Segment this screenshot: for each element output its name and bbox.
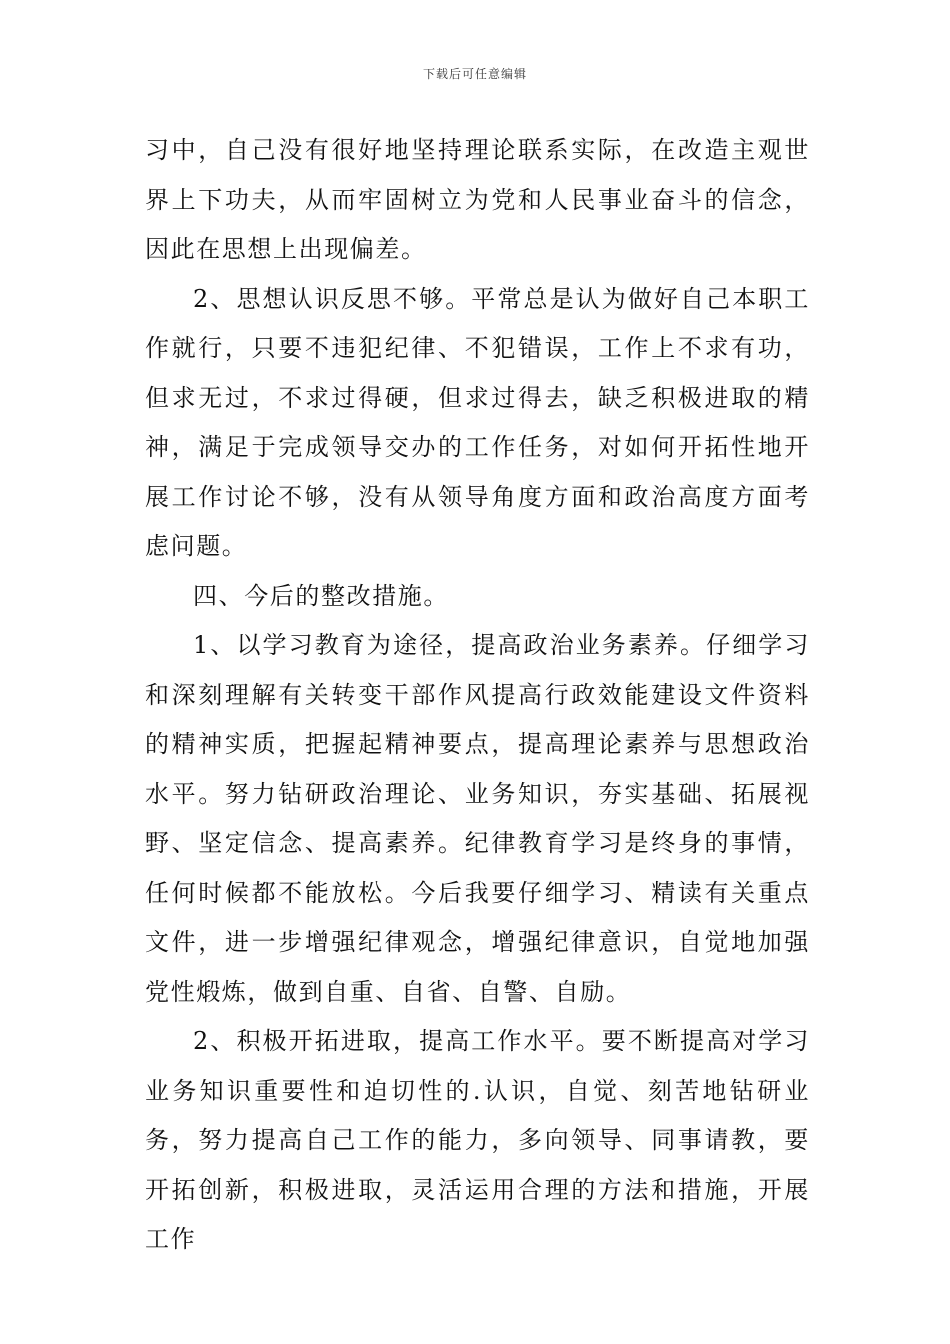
paragraph-item-2-reflection: 2、思想认识反思不够。平常总是认为做好自己本职工作就行，只要不违犯纪律、不犯错误，工作上不求有功，但求无过，不求过得硬，但求过得去，缺乏积极进取的精神，满足于完成领导交办的工作任务，对如何开拓性地开展工作讨论不够，没有从领导角度方面和政治高度方面考虑问题。: [145, 284, 810, 560]
paragraph-continuation: 习中，自己没有很好地坚持理论联系实际，在改造主观世界上下功夫，从而牢固树立为党和人民事业奋斗的信念，因此在思想上出现偏差。: [145, 136, 810, 263]
page-header-note: 下载后可任意编辑: [422, 67, 527, 81]
section-heading-measures: 四、今后的整改措施。: [193, 581, 449, 610]
document-body: [145, 126, 810, 1265]
paragraph-measure-2: 2、积极开拓进取，提高工作水平。要不断提高对学习业务知识重要性和迫切性的.认识，自觉、刻苦地钻研业务，努力提高自己工作的能力，多向领导、同事请教，要开拓创新，积极进取，灵活运用合理的方法和措施，开展工作: [145, 1027, 810, 1253]
paragraph-measure-1: 1、以学习教育为途径，提高政治业务素养。仔细学习和深刻理解有关转变干部作风提高行政效能建设文件资料的精神实质，把握起精神要点，提高理论素养与思想政治水平。努力钻研政治理论、业务知识，夯实基础、拓展视野、坚定信念、提高素养。纪律教育学习是终身的事情，任何时候都不能放松。今后我要仔细学习、精读有关重点文件，进一步增强纪律观念，增强纪律意识，自觉地加强党性煅炼，做到自重、自省、自警、自励。: [145, 631, 810, 1006]
